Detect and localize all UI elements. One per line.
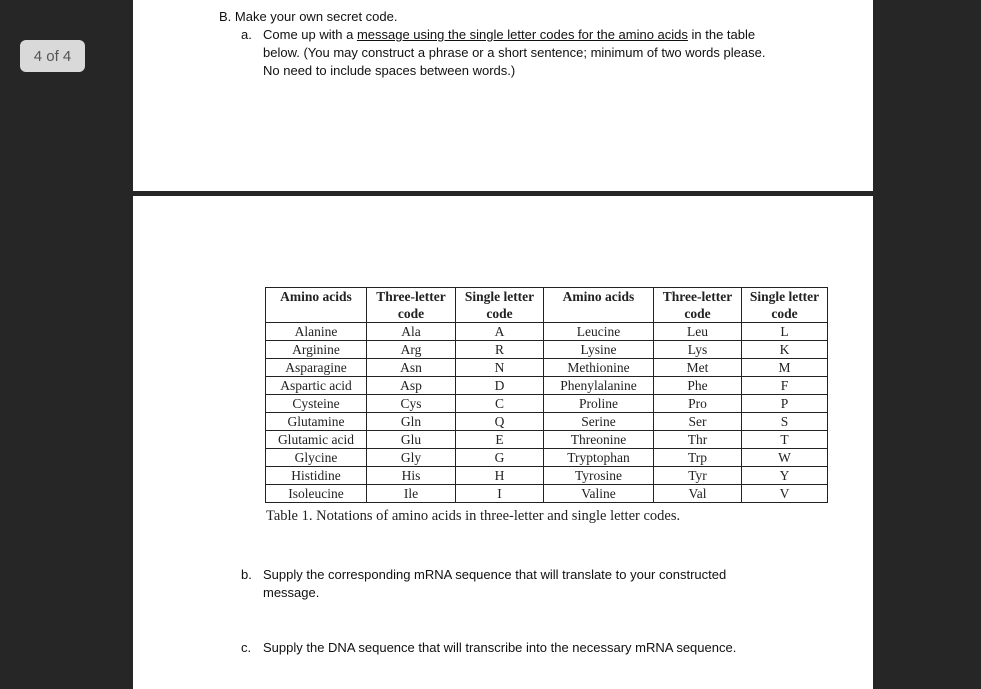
table-cell: L xyxy=(742,323,828,341)
table-cell: Glutamine xyxy=(266,413,367,431)
table-header-cell xyxy=(266,288,367,323)
table-cell: His xyxy=(367,467,456,485)
table-cell: Q xyxy=(456,413,544,431)
table-cell: Glycine xyxy=(266,449,367,467)
table-header-text: Single letter xyxy=(464,289,535,304)
table-cell: Gln xyxy=(367,413,456,431)
item-a-marker: a. xyxy=(241,27,252,42)
document-page-top xyxy=(133,0,873,191)
table-cell: Arg xyxy=(367,341,456,359)
table-cell: Tryptophan xyxy=(544,449,654,467)
table-header-text: Single letter xyxy=(749,289,820,304)
table-cell: Tyr xyxy=(654,467,742,485)
table-cell: K xyxy=(742,341,828,359)
table-header-cell xyxy=(456,288,544,323)
table-cell: Leucine xyxy=(544,323,654,341)
table-cell: Histidine xyxy=(266,467,367,485)
document-page-bottom xyxy=(133,196,873,689)
table-cell: Asparagine xyxy=(266,359,367,377)
table-header-cell xyxy=(654,288,742,323)
item-a-line-3: No need to include spaces between words.) xyxy=(263,63,516,78)
table-cell: Y xyxy=(742,467,828,485)
table-cell: Arginine xyxy=(266,341,367,359)
item-b-marker: b. xyxy=(241,567,252,582)
table-cell: Val xyxy=(654,485,742,503)
table-cell: Aspartic acid xyxy=(266,377,367,395)
table-cell: Asn xyxy=(367,359,456,377)
table-header-cell xyxy=(367,288,456,323)
table-cell: Ser xyxy=(654,413,742,431)
table-row xyxy=(266,359,828,377)
table-cell: Lysine xyxy=(544,341,654,359)
table-cell: Methionine xyxy=(544,359,654,377)
table-cell: Glu xyxy=(367,431,456,449)
table-cell: Glutamic acid xyxy=(266,431,367,449)
table-cell: Pro xyxy=(654,395,742,413)
table-cell: F xyxy=(742,377,828,395)
table-header-text: Amino acids xyxy=(280,289,352,304)
table-cell: R xyxy=(456,341,544,359)
table-header-text: code xyxy=(771,306,798,321)
table-header-cell xyxy=(544,288,654,323)
table-cell: Valine xyxy=(544,485,654,503)
table-cell: P xyxy=(742,395,828,413)
table-row xyxy=(266,341,828,359)
table-header-text: Three-letter xyxy=(376,289,446,304)
table-header-text: code xyxy=(397,306,425,321)
table-header-text: code xyxy=(684,306,711,321)
table-cell: I xyxy=(456,485,544,503)
table-cell: Cys xyxy=(367,395,456,413)
table-cell: M xyxy=(742,359,828,377)
table-cell: Leu xyxy=(654,323,742,341)
item-c-marker: c. xyxy=(241,640,252,655)
item-c-line-1: Supply the DNA sequence that will transcribe into the necessary mRNA sequence. xyxy=(263,640,737,655)
table-cell: Phe xyxy=(654,377,742,395)
table-cell: Asp xyxy=(367,377,456,395)
table-cell: Alanine xyxy=(266,323,367,341)
item-a-text-pre: Come up with a xyxy=(263,27,357,42)
table-row xyxy=(266,467,828,485)
table-body xyxy=(266,323,828,503)
table-header-text: code xyxy=(486,306,513,321)
table-cell: H xyxy=(456,467,544,485)
table-cell: Gly xyxy=(367,449,456,467)
item-b-line-1: Supply the corresponding mRNA sequence that will translate to your constructed xyxy=(263,567,727,582)
table-cell: D xyxy=(456,377,544,395)
table-row xyxy=(266,323,828,341)
table-row xyxy=(266,449,828,467)
table-cell: G xyxy=(456,449,544,467)
table-cell: Met xyxy=(654,359,742,377)
table-cell: Trp xyxy=(654,449,742,467)
table-cell: Threonine xyxy=(544,431,654,449)
table-cell: Isoleucine xyxy=(266,485,367,503)
table-cell: E xyxy=(456,431,544,449)
table-row xyxy=(266,395,828,413)
table-cell: Thr xyxy=(654,431,742,449)
table-cell: C xyxy=(456,395,544,413)
table-cell: Serine xyxy=(544,413,654,431)
table-cell: W xyxy=(742,449,828,467)
table-row xyxy=(266,413,828,431)
item-a-underlined-text: message using the single letter codes for the amino acids xyxy=(356,27,688,42)
page-indicator-badge: 4 of 4 xyxy=(20,40,85,72)
item-a-line-2: below. (You may construct a phrase or a short sentence; minimum of two words please. xyxy=(263,45,766,60)
item-b-line-2: message. xyxy=(263,585,320,600)
table-cell: Lys xyxy=(654,341,742,359)
table-cell: A xyxy=(456,323,544,341)
table-header-text: Amino acids xyxy=(562,289,635,304)
table-cell: T xyxy=(742,431,828,449)
table-header-row xyxy=(266,288,828,323)
table-cell: N xyxy=(456,359,544,377)
table-cell: Tyrosine xyxy=(544,467,654,485)
table-cell: Ala xyxy=(367,323,456,341)
table-cell: Cysteine xyxy=(266,395,367,413)
table-cell: Proline xyxy=(544,395,654,413)
table-cell: V xyxy=(742,485,828,503)
item-a-line-1 xyxy=(263,26,755,44)
table-header-cell xyxy=(742,288,828,323)
table-header-text: Three-letter xyxy=(662,289,733,304)
table-cell: S xyxy=(742,413,828,431)
table-row xyxy=(266,431,828,449)
table-row xyxy=(266,485,828,503)
table-caption: Table 1. Notations of amino acids in three-letter and single letter codes. xyxy=(266,508,681,524)
table-cell: Phenylalanine xyxy=(544,377,654,395)
amino-acid-table xyxy=(265,287,828,503)
table-cell: Ile xyxy=(367,485,456,503)
table-row xyxy=(266,377,828,395)
section-heading: B. Make your own secret code. xyxy=(219,9,398,24)
item-a-text-post: in the table xyxy=(687,27,756,42)
